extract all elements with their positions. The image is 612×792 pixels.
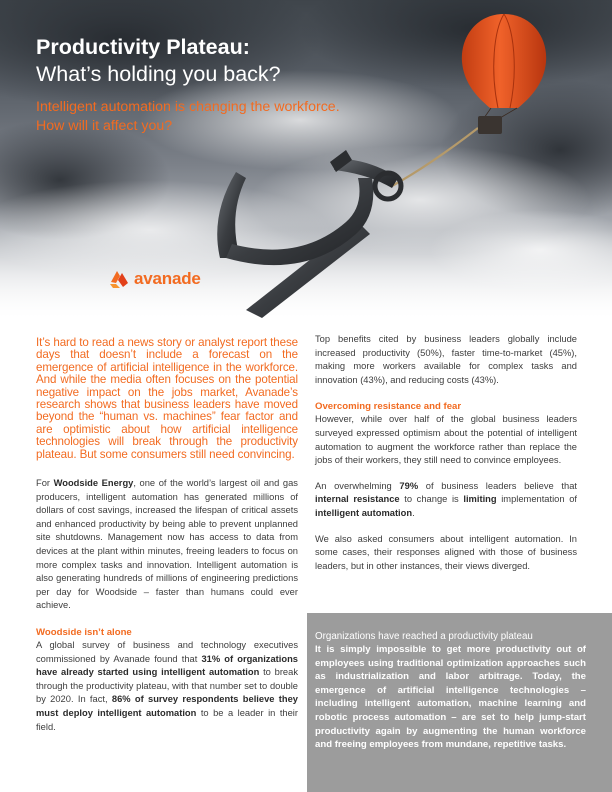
survey-text-e: to be a leader in their field.: [36, 707, 298, 732]
page-title-secondary: What’s holding you back?: [36, 62, 281, 86]
section-heading-resistance: Overcoming resistance and fear: [315, 401, 462, 413]
stat-internal-resistance: internal resistance: [315, 494, 400, 505]
intro-paragraph: It’s hard to read a news story or analyst report these days that doesn’t include a forecast on the emergence of artificial intelligence in the workforce. And while the media often focuses on the potential negative impact on the jobs market, Avanade’s research shows that business leaders have moved beyond the “human vs. machines” fear factor and are optimistic about how artificial intelligence technologies will break through the productivity plateau. But some consumers still need convincing.: [36, 336, 298, 461]
resistance-paragraph: However, while over half of the global business leaders surveyed expressed optimism about the potential of intelligent automation to augment the workforce rather than replace the jobs of their workers, they still need to convince employees.: [315, 414, 577, 466]
callout-title: Organizations have reached a productivity plateau: [315, 631, 533, 642]
case-company: Woodside Energy: [53, 478, 134, 489]
section-heading-woodside: Woodside isn’t alone: [36, 627, 132, 638]
hero-banner: [0, 0, 612, 318]
left-column: [36, 337, 298, 734]
page-subtitle: [36, 98, 340, 135]
stat-text-g: implementation of: [496, 494, 577, 505]
stat-text-e: to change is: [399, 494, 464, 505]
stat-text-a: An overwhelming: [315, 480, 400, 491]
brand-name: avanade: [134, 269, 201, 288]
survey-text-a: A global survey of business and technology executives commissioned by Avanade found that: [36, 640, 298, 664]
subtitle-line-1: Intelligent automation is changing the workforce.: [36, 99, 340, 115]
callout-body: It is simply impossible to get more productivity out of employees using traditional optimization approaches such as industrialization and labor arbitrage. Today, the emergence of artificial intelligence technologies – including intelligent automation, machine learning and robotic process automation – are set to help jump-start productivity again by augmenting the human workforce and freeing employees from mundane, repetitive tasks.: [315, 644, 586, 751]
stat-limiting: limiting: [463, 494, 497, 505]
stat-text-c: of business leaders believe that: [418, 480, 577, 491]
callout-box: [307, 613, 612, 792]
stat-79: 79%: [399, 480, 419, 491]
stat-paragraph: [315, 480, 577, 521]
page-title: Productivity Plateau:: [36, 35, 250, 59]
benefits-paragraph: Top benefits cited by business leaders globally include increased productivity (50%), faster time-to-market (45%), making more workers available for complex tasks and innovation (43%), and reducing costs (43%).: [315, 334, 577, 385]
right-column: [315, 333, 577, 573]
case-prefix: For: [36, 478, 54, 489]
survey-stat-31: 31% of organizations have already started using intelligent automation: [36, 653, 298, 678]
avanade-logo-icon: [108, 268, 130, 290]
subtitle-line-2: How will it affect you?: [36, 117, 173, 134]
case-text: , one of the world’s largest oil and gas producers, intelligent automation has generated millions of dollars of cost savings, increased the lifespan of critical assets and enhanced productivity by being able to prevent unplanned site shutdowns. Management now has access to data from devices at the plant within minutes, freeing leaders to focus on more complex tasks and innovation. Intelligent automation is also generating hundreds of millions of engineering predictions per day for Woodside – faster than humans could ever achieve.: [36, 478, 298, 611]
title-block: [36, 34, 340, 135]
woodside-case-paragraph: [36, 477, 298, 613]
avanade-logo: [108, 268, 201, 290]
consumers-paragraph: We also asked consumers about intelligent automation. In some cases, their responses aligned with those of business leaders, but in other instances, their views diverged.: [315, 533, 577, 571]
survey-text-c: to break through the productivity plateau, with that number set to double by 2020. In fact,: [36, 667, 298, 705]
stat-intelligent-automation: intelligent automation: [315, 507, 413, 518]
survey-paragraph: [36, 639, 298, 734]
survey-stat-86: 86% of survey respondents believe they must deploy intelligent automation: [36, 694, 298, 718]
stat-text-i: .: [412, 507, 415, 518]
